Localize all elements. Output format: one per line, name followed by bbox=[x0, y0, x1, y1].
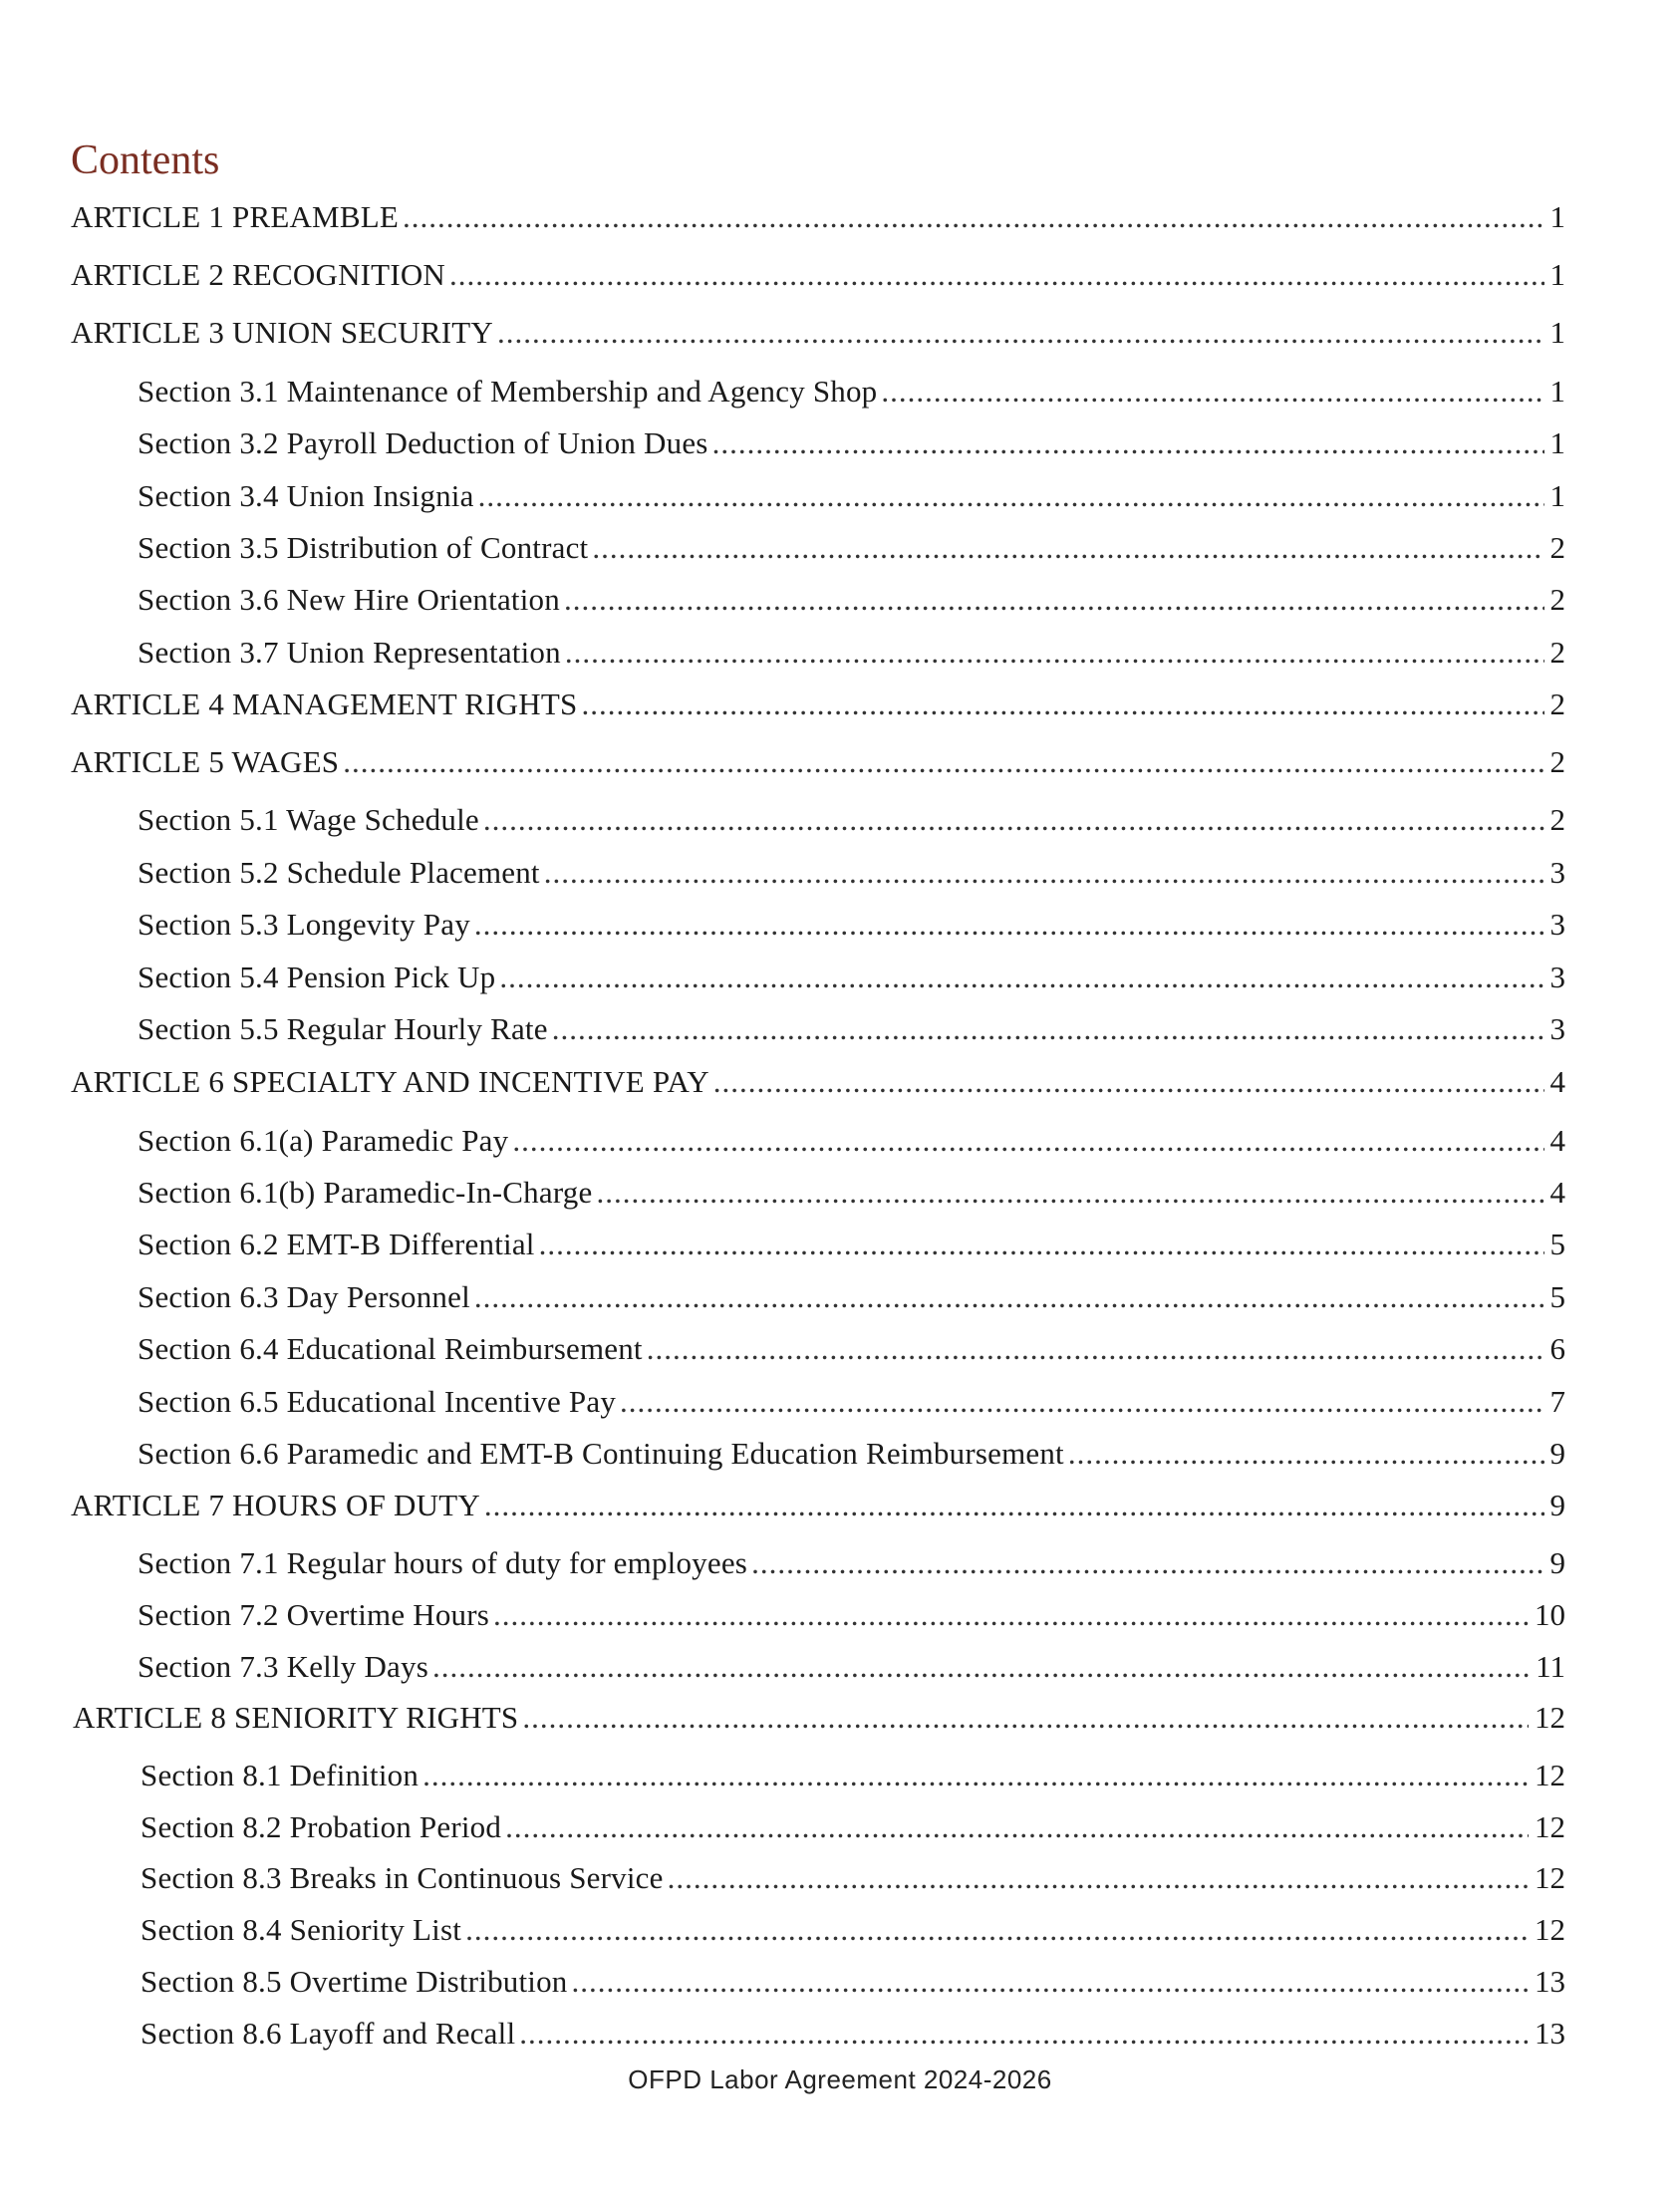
toc-entry-article-2[interactable] bbox=[71, 256, 1565, 294]
toc-entry-label: Section 6.6 Paramedic and EMT-B Continuing Education Reimbursement bbox=[138, 1436, 1064, 1471]
toc-entry-section-3-7[interactable] bbox=[138, 634, 1565, 672]
toc-entry-label: Section 8.4 Seniority List bbox=[140, 1912, 462, 1947]
toc-entry-section-6-4[interactable] bbox=[138, 1330, 1565, 1368]
toc-entry-page: 12 bbox=[1535, 1700, 1565, 1735]
toc-entry-label: ARTICLE 4 MANAGEMENT RIGHTS bbox=[71, 686, 578, 721]
toc-entry-label: Section 8.5 Overtime Distribution bbox=[140, 1964, 568, 1999]
toc-entry-label: Section 7.2 Overtime Hours bbox=[138, 1597, 490, 1632]
dot-leader bbox=[713, 1063, 1544, 1101]
dot-leader bbox=[565, 634, 1544, 672]
dot-leader bbox=[474, 1278, 1544, 1316]
dot-leader bbox=[539, 1226, 1544, 1263]
toc-entry-section-5-4[interactable] bbox=[138, 959, 1565, 996]
toc-entry-label: Section 7.3 Kelly Days bbox=[138, 1649, 428, 1684]
toc-entry-page: 12 bbox=[1535, 1758, 1565, 1792]
toc-entry-section-6-5[interactable] bbox=[138, 1383, 1565, 1421]
toc-entry-section-3-1[interactable] bbox=[138, 373, 1565, 411]
toc-entry-page: 1 bbox=[1549, 257, 1565, 292]
toc-entry-section-3-6[interactable] bbox=[138, 581, 1565, 619]
toc-entry-label: Section 8.1 Definition bbox=[140, 1758, 420, 1792]
toc-entry-section-6-6[interactable] bbox=[138, 1435, 1565, 1473]
toc-entry-page: 3 bbox=[1549, 855, 1565, 890]
toc-entry-label: Section 7.1 Regular hours of duty for employees bbox=[138, 1545, 748, 1580]
dot-leader bbox=[881, 373, 1543, 411]
dot-leader bbox=[497, 314, 1544, 352]
toc-entry-label: Section 3.5 Distribution of Contract bbox=[138, 530, 589, 565]
toc-entry-article-6[interactable] bbox=[71, 1063, 1565, 1101]
toc-entry-label: ARTICLE 8 SENIORITY RIGHTS bbox=[73, 1700, 519, 1735]
dot-leader bbox=[592, 529, 1543, 567]
dot-leader bbox=[505, 1808, 1529, 1846]
toc-entry-page: 1 bbox=[1549, 374, 1565, 409]
toc-entry-label: Section 5.3 Longevity Pay bbox=[138, 907, 470, 942]
toc-entry-label: Section 5.1 Wage Schedule bbox=[138, 802, 479, 837]
toc-entry-page: 4 bbox=[1549, 1123, 1565, 1158]
toc-entry-section-7-1[interactable] bbox=[138, 1544, 1565, 1582]
toc-entry-article-7[interactable] bbox=[71, 1487, 1565, 1524]
toc-entry-page: 7 bbox=[1549, 1384, 1565, 1419]
dot-leader bbox=[465, 1911, 1529, 1949]
dot-leader bbox=[403, 198, 1544, 236]
dot-leader bbox=[522, 1699, 1529, 1737]
toc-entry-page: 1 bbox=[1549, 425, 1565, 460]
toc-entry-label: ARTICLE 1 PREAMBLE bbox=[71, 199, 399, 234]
dot-leader bbox=[519, 2015, 1529, 2053]
toc-entry-section-8-4[interactable] bbox=[140, 1911, 1565, 1949]
toc-entry-label: Section 5.5 Regular Hourly Rate bbox=[138, 1011, 548, 1046]
toc-entry-page: 5 bbox=[1549, 1227, 1565, 1261]
toc-entry-section-8-3[interactable] bbox=[140, 1859, 1565, 1897]
toc-entry-page: 2 bbox=[1549, 635, 1565, 670]
toc-entry-page: 12 bbox=[1535, 1860, 1565, 1895]
toc-entry-page: 12 bbox=[1535, 1809, 1565, 1844]
dot-leader bbox=[668, 1859, 1529, 1897]
toc-entry-page: 4 bbox=[1549, 1064, 1565, 1099]
toc-entry-section-8-5[interactable] bbox=[140, 1963, 1565, 2001]
dot-leader bbox=[499, 959, 1543, 996]
toc-entry-label: ARTICLE 2 RECOGNITION bbox=[71, 257, 446, 292]
toc-entry-page: 2 bbox=[1549, 530, 1565, 565]
toc-entry-page: 2 bbox=[1549, 744, 1565, 779]
toc-entry-page: 3 bbox=[1549, 1011, 1565, 1046]
toc-entry-page: 4 bbox=[1549, 1175, 1565, 1210]
toc-entry-article-3[interactable] bbox=[71, 314, 1565, 352]
toc-entry-label: Section 5.4 Pension Pick Up bbox=[138, 960, 496, 994]
toc-entry-label: ARTICLE 7 HOURS OF DUTY bbox=[71, 1488, 480, 1522]
dot-leader bbox=[620, 1383, 1543, 1421]
toc-entry-section-8-2[interactable] bbox=[140, 1808, 1565, 1846]
toc-entry-label: Section 6.5 Educational Incentive Pay bbox=[138, 1384, 617, 1419]
toc-entry-page: 9 bbox=[1549, 1545, 1565, 1580]
toc-entry-label: ARTICLE 5 WAGES bbox=[71, 744, 340, 779]
dot-leader bbox=[751, 1544, 1543, 1582]
toc-entry-section-3-5[interactable] bbox=[138, 529, 1565, 567]
toc-entry-label: Section 6.4 Educational Reimbursement bbox=[138, 1331, 643, 1366]
dot-leader bbox=[432, 1648, 1530, 1686]
toc-entry-label: Section 5.2 Schedule Placement bbox=[138, 855, 540, 890]
toc-entry-label: ARTICLE 3 UNION SECURITY bbox=[71, 315, 493, 350]
toc-entry-label: Section 6.3 Day Personnel bbox=[138, 1279, 470, 1314]
toc-entry-page: 2 bbox=[1549, 686, 1565, 721]
toc-entry-section-7-2[interactable] bbox=[138, 1596, 1565, 1634]
toc-heading: Contents bbox=[71, 137, 220, 183]
toc-entry-section-5-2[interactable] bbox=[138, 854, 1565, 892]
toc-entry-label: Section 8.6 Layoff and Recall bbox=[140, 2016, 516, 2051]
dot-leader bbox=[581, 686, 1543, 723]
toc-entry-page: 6 bbox=[1549, 1331, 1565, 1366]
toc-entry-article-1[interactable] bbox=[71, 198, 1565, 236]
toc-entry-article-5[interactable] bbox=[71, 743, 1565, 781]
toc-entry-page: 13 bbox=[1535, 1964, 1565, 1999]
dot-leader bbox=[474, 906, 1544, 944]
dot-leader bbox=[449, 256, 1543, 294]
toc-entry-page: 9 bbox=[1549, 1436, 1565, 1471]
dot-leader bbox=[493, 1596, 1529, 1634]
toc-entry-section-6-2[interactable] bbox=[138, 1226, 1565, 1263]
toc-entry-page: 9 bbox=[1549, 1488, 1565, 1522]
toc-entry-section-5-1[interactable] bbox=[138, 801, 1565, 839]
toc-entry-page: 12 bbox=[1535, 1912, 1565, 1947]
dot-leader bbox=[1068, 1435, 1544, 1473]
toc-entry-label: Section 8.2 Probation Period bbox=[140, 1809, 502, 1844]
dot-leader bbox=[483, 801, 1544, 839]
toc-entry-label: Section 3.2 Payroll Deduction of Union Dues bbox=[138, 425, 708, 460]
toc-entry-label: Section 3.7 Union Representation bbox=[138, 635, 561, 670]
toc-entry-section-8-6[interactable] bbox=[140, 2015, 1565, 2053]
toc-entry-label: Section 6.2 EMT-B Differential bbox=[138, 1227, 535, 1261]
toc-entry-label: Section 3.4 Union Insignia bbox=[138, 478, 474, 513]
dot-leader bbox=[712, 424, 1544, 462]
dot-leader bbox=[596, 1174, 1543, 1212]
toc-entry-label: Section 8.3 Breaks in Continuous Service bbox=[140, 1860, 664, 1895]
toc-entry-page: 13 bbox=[1535, 2016, 1565, 2051]
toc-entry-section-5-5[interactable] bbox=[138, 1010, 1565, 1048]
toc-entry-page: 2 bbox=[1549, 582, 1565, 617]
dot-leader bbox=[647, 1330, 1544, 1368]
toc-entry-section-3-2[interactable] bbox=[138, 424, 1565, 462]
dot-leader bbox=[343, 743, 1543, 781]
toc-entry-page: 11 bbox=[1536, 1649, 1565, 1684]
dot-leader bbox=[564, 581, 1544, 619]
dot-leader bbox=[478, 477, 1544, 515]
toc-entry-section-8-1[interactable] bbox=[140, 1757, 1565, 1794]
toc-entry-page: 2 bbox=[1549, 802, 1565, 837]
toc-entry-page: 1 bbox=[1549, 315, 1565, 350]
toc-entry-section-5-3[interactable] bbox=[138, 906, 1565, 944]
toc-entry-article-4[interactable] bbox=[71, 686, 1565, 723]
toc-entry-page: 10 bbox=[1535, 1597, 1565, 1632]
toc-entry-section-6-3[interactable] bbox=[138, 1278, 1565, 1316]
dot-leader bbox=[552, 1010, 1544, 1048]
toc-entry-label: Section 6.1(a) Paramedic Pay bbox=[138, 1123, 509, 1158]
toc-entry-page: 3 bbox=[1549, 907, 1565, 942]
toc-entry-article-8[interactable] bbox=[73, 1699, 1565, 1737]
toc-entry-page: 1 bbox=[1549, 199, 1565, 234]
toc-entry-section-3-4[interactable] bbox=[138, 477, 1565, 515]
page-footer: OFPD Labor Agreement 2024-2026 bbox=[628, 2064, 1052, 2094]
toc-entry-label: Section 3.6 New Hire Orientation bbox=[138, 582, 560, 617]
toc-entry-label: ARTICLE 6 SPECIALTY AND INCENTIVE PAY bbox=[71, 1064, 709, 1099]
dot-leader bbox=[484, 1487, 1544, 1524]
dot-leader bbox=[422, 1757, 1529, 1794]
dot-leader bbox=[544, 854, 1544, 892]
toc-entry-section-6-1a[interactable] bbox=[138, 1122, 1565, 1160]
dot-leader bbox=[512, 1122, 1543, 1160]
toc-entry-page: 1 bbox=[1549, 478, 1565, 513]
toc-entry-label: Section 3.1 Maintenance of Membership and Agency Shop bbox=[138, 374, 878, 409]
toc-entry-page: 5 bbox=[1549, 1279, 1565, 1314]
toc-entry-section-7-3[interactable] bbox=[138, 1648, 1565, 1686]
toc-entry-label: Section 6.1(b) Paramedic-In-Charge bbox=[138, 1175, 593, 1210]
dot-leader bbox=[572, 1963, 1530, 2001]
toc-entry-section-6-1b[interactable] bbox=[138, 1174, 1565, 1212]
toc-entry-page: 3 bbox=[1549, 960, 1565, 994]
